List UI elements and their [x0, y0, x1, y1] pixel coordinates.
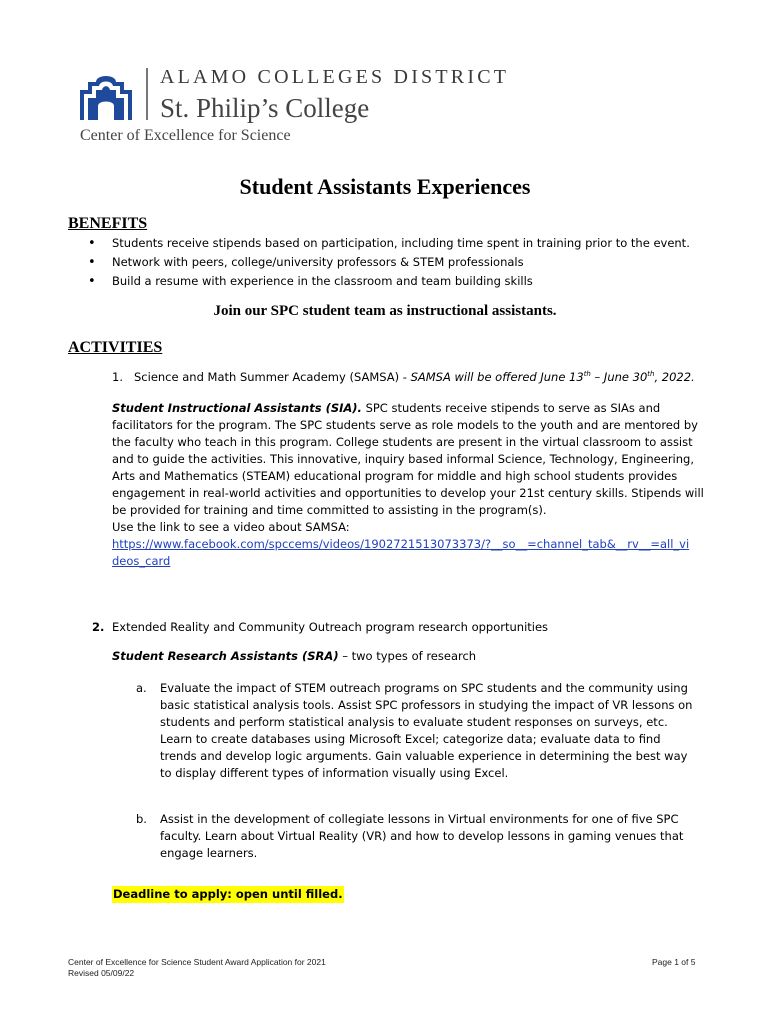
sub-item-letter: b.: [136, 812, 147, 826]
sub-item-text: Evaluate the impact of STEM outreach programs on SPC students and the community using basic statistical analysis tools. Assist SPC professors in studying the impact of VR lessons on students and perform statistical analysis to evaluate student responses on surveys, etc. Learn to create databases using Microsoft Excel; categorize data; evaluate data to find trends and develop logic arguments. Gain valuable experience in determining the best way to display different types of information visually using Excel.: [160, 681, 693, 780]
page-title: Student Assistants Experiences: [239, 174, 531, 199]
sra-role-title: Student Research Assistants (SRA): [112, 649, 339, 663]
college-logo-icon: [80, 68, 132, 120]
activity-name: Science and Math Summer Academy (SAMSA) -: [134, 370, 411, 384]
activity-number: 2.: [92, 620, 105, 634]
samsa-video-link-cont[interactable]: deos_card: [112, 554, 171, 568]
list-item: • Students receive stipends based on participation, including time spent in training prior to the event.: [88, 234, 690, 253]
sra-role-text: – two types of research: [338, 649, 477, 663]
sia-description: [112, 400, 712, 570]
logo-divider: [146, 68, 148, 120]
activity-2-heading: [92, 619, 548, 636]
sra-heading: [112, 648, 476, 665]
page-number: Page 1 of 5: [652, 957, 696, 967]
sia-role-text: SPC students receive stipends to serve as SIAs and facilitators for the program. The SPC students serve as role models to the youth and are mentored by the faculty who teach in this program. College students are present in the virtual classroom to assist and to guide the activities. This innovative, inquiry based informal Science, Technology, Engineering, Arts and Mathematics (STEAM) educational program for middle and high school students provides engagement in real-world activities and opportunities to develop your 21st century skills. Stipends will be provided for training and time committed to assisting in the program(s).: [112, 401, 704, 517]
benefits-list: [88, 234, 690, 291]
research-type-a: [136, 680, 696, 782]
samsa-video-link[interactable]: https://www.facebook.com/spccems/videos/1902721513073373/?__so__=channel_tab&__rv__=all_vi: [112, 537, 690, 551]
research-type-b: [136, 811, 696, 862]
sub-item-letter: a.: [136, 681, 147, 695]
activity-name: Extended Reality and Community Outreach program research opportunities: [112, 620, 549, 634]
footer-application-title: Center of Excellence for Science Student Award Application for 2021: [68, 957, 326, 967]
deadline-notice: Deadline to apply: open until filled.: [113, 887, 343, 901]
benefits-heading: BENEFITS: [68, 215, 148, 232]
center-name: Center of Excellence for Science: [80, 127, 291, 144]
activity-number: 1.: [112, 370, 123, 384]
sia-role-title: Student Instructional Assistants (SIA).: [112, 401, 362, 415]
join-callout: Join our SPC student team as instructional assistants.: [213, 303, 557, 319]
sub-item-text: Assist in the development of collegiate lessons in Virtual environments for one of five SPC faculty. Learn about Virtual Reality (VR) and how to develop lessons in gaming venues that engage learners.: [160, 812, 684, 860]
activity-1-heading: 1. Science and Math Summer Academy (SAMSA) - SAMSA will be offered June 13th – June 30th, 2022.: [112, 370, 695, 384]
list-item: • Build a resume with experience in the classroom and team building skills: [88, 272, 690, 291]
activity-dates: SAMSA will be offered June 13: [410, 370, 584, 384]
college-name: St. Philip’s College: [160, 93, 370, 123]
activities-heading: ACTIVITIES: [68, 339, 163, 356]
list-item: • Network with peers, college/university professors & STEM professionals: [88, 253, 690, 272]
footer-info: [68, 957, 326, 979]
district-name: ALAMO COLLEGES DISTRICT: [160, 66, 510, 88]
footer-revised-date: Revised 05/09/22: [68, 968, 135, 978]
video-prompt: Use the link to see a video about SAMSA:: [112, 520, 350, 534]
